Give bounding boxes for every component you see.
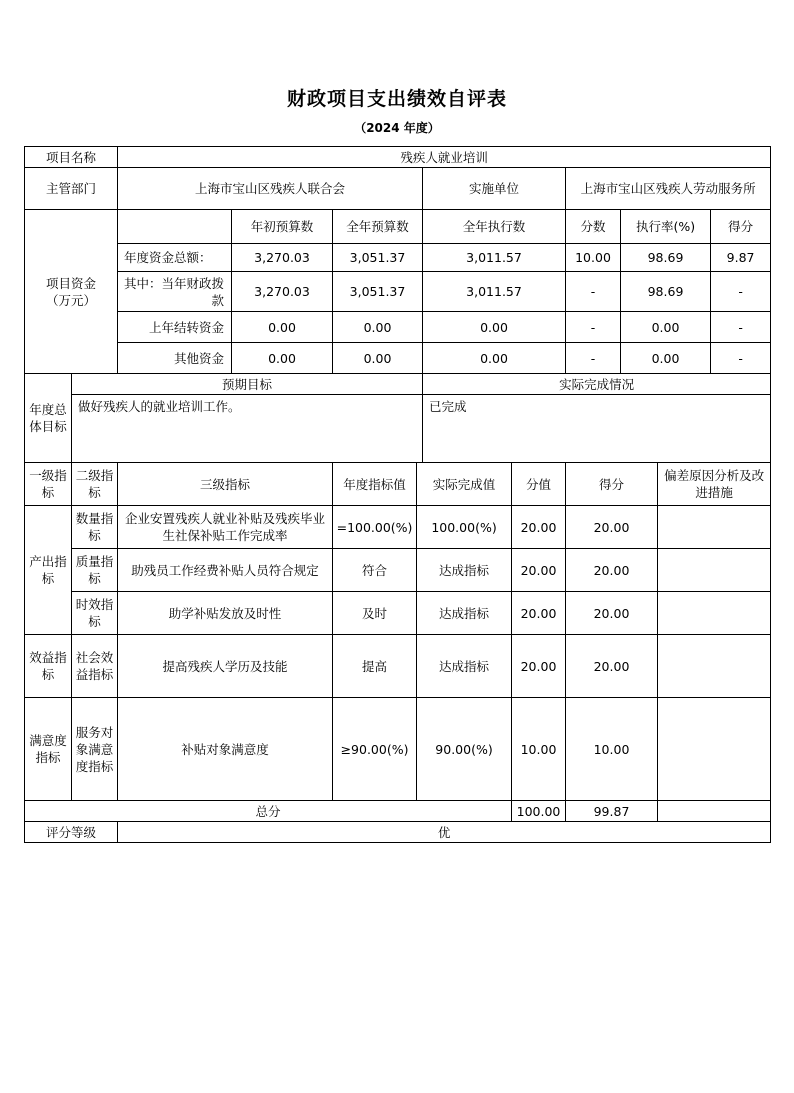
indicator-target: 符合 (333, 549, 417, 592)
unit-value: 上海市宝山区残疾人劳动服务所 (566, 168, 771, 210)
header-level1: 一级指标 (25, 463, 72, 506)
indicator-row (25, 698, 771, 801)
total-deviation (658, 801, 771, 822)
funds-row-label: 其中：当年财政拨款 (118, 272, 232, 312)
indicator-row (25, 635, 771, 698)
indicator-target: 及时 (333, 592, 417, 635)
indicator-level3: 企业安置残疾人就业补贴及残疾毕业生社保补贴工作完成率 (118, 506, 333, 549)
funds-row-current (25, 272, 771, 312)
indicator-weight: 20.00 (512, 592, 566, 635)
funds-row-other (25, 343, 771, 374)
funds-header-annual: 全年预算数 (333, 210, 423, 244)
indicator-row (25, 592, 771, 635)
indicator-actual: 100.00(%) (417, 506, 512, 549)
funds-header-score: 分数 (566, 210, 621, 244)
funds-executed: 3,011.57 (423, 272, 566, 312)
funds-row-label: 上年结转资金 (118, 312, 232, 343)
header-target: 年度指标值 (333, 463, 417, 506)
funds-got: 9.87 (711, 244, 771, 272)
funds-row-prior-year (25, 312, 771, 343)
funds-annual: 3,051.37 (333, 244, 423, 272)
header-score: 得分 (566, 463, 658, 506)
funds-rate: 0.00 (621, 343, 711, 374)
indicator-actual: 达成指标 (417, 592, 512, 635)
funds-initial: 3,270.03 (232, 244, 333, 272)
indicator-row (25, 549, 771, 592)
project-name-value: 残疾人就业培训 (118, 147, 771, 168)
header-level3: 三级指标 (118, 463, 333, 506)
indicator-score: 10.00 (566, 698, 658, 801)
indicator-level3: 助学补贴发放及时性 (118, 592, 333, 635)
goals-actual-header: 实际完成情况 (423, 374, 771, 395)
unit-label: 实施单位 (423, 168, 566, 210)
funds-score: - (566, 272, 621, 312)
funds-section-title: 项目资金 (46, 275, 97, 291)
funds-section-label (25, 210, 118, 374)
indicator-level2: 质量指标 (72, 549, 118, 592)
funds-header-row (25, 210, 771, 244)
funds-annual: 0.00 (333, 343, 423, 374)
indicator-actual: 90.00(%) (417, 698, 512, 801)
header-actual: 实际完成值 (417, 463, 512, 506)
funds-rate: 98.69 (621, 272, 711, 312)
funds-header-blank (118, 210, 232, 244)
goals-body-row (25, 395, 771, 463)
indicator-weight: 20.00 (512, 635, 566, 698)
indicator-score: 20.00 (566, 635, 658, 698)
indicator-target: ≥90.00(%) (333, 698, 417, 801)
indicator-weight: 20.00 (512, 506, 566, 549)
goals-section-label: 年度总体目标 (25, 374, 72, 463)
funds-annual: 0.00 (333, 312, 423, 343)
group-benefit-label: 效益指标 (25, 635, 72, 698)
funds-score: 10.00 (566, 244, 621, 272)
funds-initial: 3,270.03 (232, 272, 333, 312)
page-title: 财政项目支出绩效自评表 (286, 88, 507, 110)
header-deviation: 偏差原因分析及改进措施 (658, 463, 771, 506)
indicator-score: 20.00 (566, 592, 658, 635)
funds-got: - (711, 343, 771, 374)
indicator-score: 20.00 (566, 549, 658, 592)
funds-row-total (25, 244, 771, 272)
indicator-deviation (658, 635, 771, 698)
funds-section-unit: （万元） (46, 292, 97, 308)
goals-expected-text: 做好残疾人的就业培训工作。 (72, 395, 423, 463)
indicator-target: 提高 (333, 635, 417, 698)
funds-score: - (566, 312, 621, 343)
indicator-actual: 达成指标 (417, 635, 512, 698)
indicator-deviation (658, 506, 771, 549)
department-row (25, 168, 771, 210)
group-output-label: 产出指标 (25, 506, 72, 635)
group-satisfaction-label: 满意度指标 (25, 698, 72, 801)
funds-executed: 0.00 (423, 343, 566, 374)
indicator-level2: 数量指标 (72, 506, 118, 549)
funds-initial: 0.00 (232, 343, 333, 374)
funds-row-label: 其他资金 (118, 343, 232, 374)
funds-row-label: 年度资金总额： (118, 244, 232, 272)
indicator-row (25, 506, 771, 549)
header-weight: 分值 (512, 463, 566, 506)
grade-label: 评分等级 (25, 822, 118, 843)
goals-expected-header: 预期目标 (72, 374, 423, 395)
dept-label: 主管部门 (25, 168, 118, 210)
funds-score: - (566, 343, 621, 374)
project-name-label: 项目名称 (25, 147, 118, 168)
indicators-header-row (25, 463, 771, 506)
funds-got: - (711, 272, 771, 312)
funds-executed: 3,011.57 (423, 244, 566, 272)
header-level2: 二级指标 (72, 463, 118, 506)
indicator-actual: 达成指标 (417, 549, 512, 592)
funds-annual: 3,051.37 (333, 272, 423, 312)
funds-initial: 0.00 (232, 312, 333, 343)
funds-rate: 0.00 (621, 312, 711, 343)
grade-value: 优 (118, 822, 771, 843)
funds-executed: 0.00 (423, 312, 566, 343)
indicator-target: =100.00(%) (333, 506, 417, 549)
indicator-deviation (658, 592, 771, 635)
year-label: （2024 年度） (354, 121, 440, 135)
dept-value: 上海市宝山区残疾人联合会 (118, 168, 423, 210)
funds-header-executed: 全年执行数 (423, 210, 566, 244)
grade-row (25, 822, 771, 843)
indicator-level3: 提高残疾人学历及技能 (118, 635, 333, 698)
evaluation-table (24, 146, 771, 843)
indicator-deviation (658, 698, 771, 801)
indicator-level3: 助残员工作经费补贴人员符合规定 (118, 549, 333, 592)
total-row (25, 801, 771, 822)
indicator-level2: 服务对象满意度指标 (72, 698, 118, 801)
total-score: 99.87 (566, 801, 658, 822)
indicator-deviation (658, 549, 771, 592)
indicator-level3: 补贴对象满意度 (118, 698, 333, 801)
indicator-weight: 20.00 (512, 549, 566, 592)
project-name-row (25, 147, 771, 168)
funds-header-got: 得分 (711, 210, 771, 244)
indicator-level2: 社会效益指标 (72, 635, 118, 698)
funds-header-rate: 执行率(%) (621, 210, 711, 244)
funds-header-initial: 年初预算数 (232, 210, 333, 244)
goals-actual-text: 已完成 (423, 395, 771, 463)
indicator-weight: 10.00 (512, 698, 566, 801)
indicator-level2: 时效指标 (72, 592, 118, 635)
indicator-score: 20.00 (566, 506, 658, 549)
total-weight: 100.00 (512, 801, 566, 822)
total-label: 总分 (25, 801, 512, 822)
goals-header-row (25, 374, 771, 395)
funds-got: - (711, 312, 771, 343)
funds-rate: 98.69 (621, 244, 711, 272)
